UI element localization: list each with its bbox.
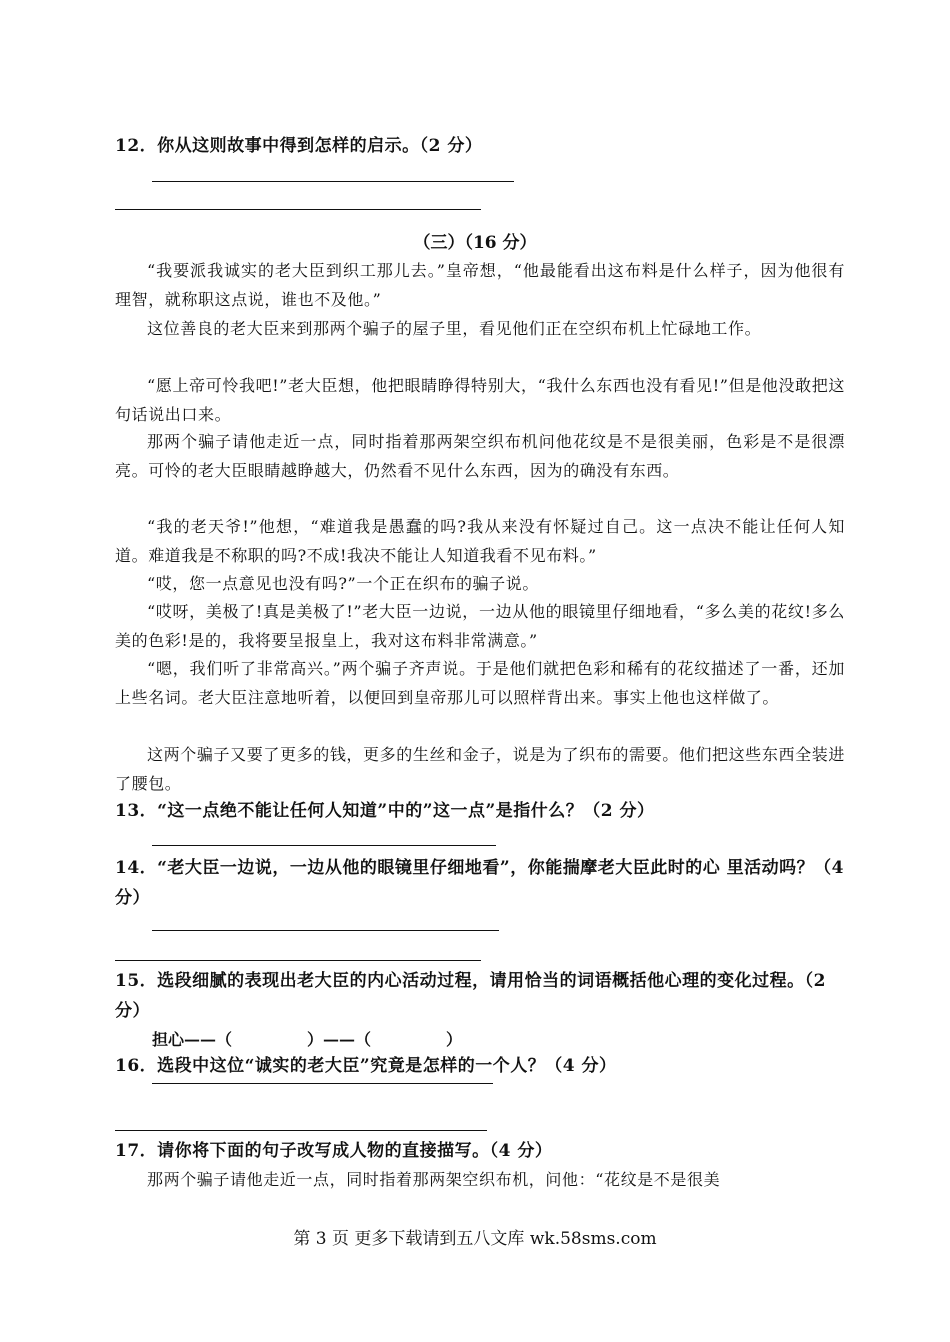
- story-paragraph: “哎，您一点意见也没有吗?”一个正在织布的骗子说。: [147, 574, 539, 593]
- story-paragraph: “嗯，我们听了非常高兴。”两个骗子齐声说。于是他们就把色彩和稀有的花纹描述了一番，还加上些名词。老大臣注意地听着，以便回到皇帝那儿可以照样背出来。事实上他也这样做了。: [115, 659, 845, 707]
- story-paragraph: “愿上帝可怜我吧!”老大臣想，他把眼睛睁得特别大，“我什么东西也没有看见!”但是他没敢把这句话说出口来。: [115, 376, 845, 424]
- answer-line: [152, 181, 514, 182]
- story-paragraph: “我的老天爷!”他想，“难道我是愚蠢的吗?我从来没有怀疑过自己。这一点决不能让任何人知道。难道我是不称职的吗?不成!我决不能让人知道我看不见布料。”: [115, 517, 845, 565]
- answer-line: [115, 1130, 487, 1131]
- question-12: 12．你从这则故事中得到怎样的启示。（2 分）: [115, 136, 483, 156]
- answer-line: [152, 930, 499, 931]
- story-paragraph: “我要派我诚实的老大臣到织工那儿去。”皇帝想，“他最能看出这布料是什么样子，因为他很有理智，就称职这点说，谁也不及他。”: [115, 261, 845, 309]
- answer-line: [152, 1083, 493, 1084]
- fill-in-blank: [152, 1027, 462, 1050]
- question-17: 17．请你将下面的句子改写成人物的直接描写。（4 分）: [115, 1141, 553, 1161]
- answer-line: [115, 960, 481, 961]
- answer-line: [152, 845, 496, 846]
- story-paragraph: 那两个骗子请他走近一点，同时指着那两架空织布机问他花纹是不是很美丽，色彩是不是很漂亮。可怜的老大臣眼睛越睁越大，仍然看不见什么东西，因为的确没有东西。: [115, 432, 845, 480]
- fill-middle: ）——（: [307, 1030, 372, 1049]
- question-13: 13．“这一点绝不能让任何人知道”中的”这一点”是指什么？（2 分）: [115, 801, 655, 821]
- question-14: 14．“老大臣一边说，一边从他的眼镜里仔细地看”，你能揣摩老大臣此时的心 里活动吗？（4 分）: [115, 858, 844, 908]
- story-paragraph: 这两个骗子又要了更多的钱，更多的生丝和金子，说是为了织布的需要。他们把这些东西全装进了腰包。: [115, 745, 845, 793]
- answer-line: [115, 209, 481, 210]
- story-paragraph: “哎呀，美极了!真是美极了!”老大臣一边说，一边从他的眼镜里仔细地看，“多么美的花纹!多么美的色彩!是的，我将要呈报皇上，我对这布料非常满意。”: [115, 602, 845, 650]
- fill-end: ）: [446, 1030, 463, 1049]
- rewrite-sentence: 那两个骗子请他走近一点，同时指着那两架空织布机，问他：“花纹是不是很美: [147, 1170, 721, 1189]
- question-16: 16．选段中这位“诚实的老大臣”究竟是怎样的一个人？（4 分）: [115, 1056, 617, 1076]
- page-footer: 第 3 页 更多下载请到五八文库 wk.58sms.com: [293, 1229, 657, 1249]
- fill-start: 担心——（: [152, 1030, 233, 1049]
- story-paragraph: 这位善良的老大臣来到那两个骗子的屋子里，看见他们正在空织布机上忙碌地工作。: [147, 319, 762, 338]
- section-heading: （三）（16 分）: [413, 233, 537, 253]
- question-15: 15．选段细腻的表现出老大臣的内心活动过程，请用恰当的词语概括他心理的变化过程。（2 分）: [115, 971, 826, 1021]
